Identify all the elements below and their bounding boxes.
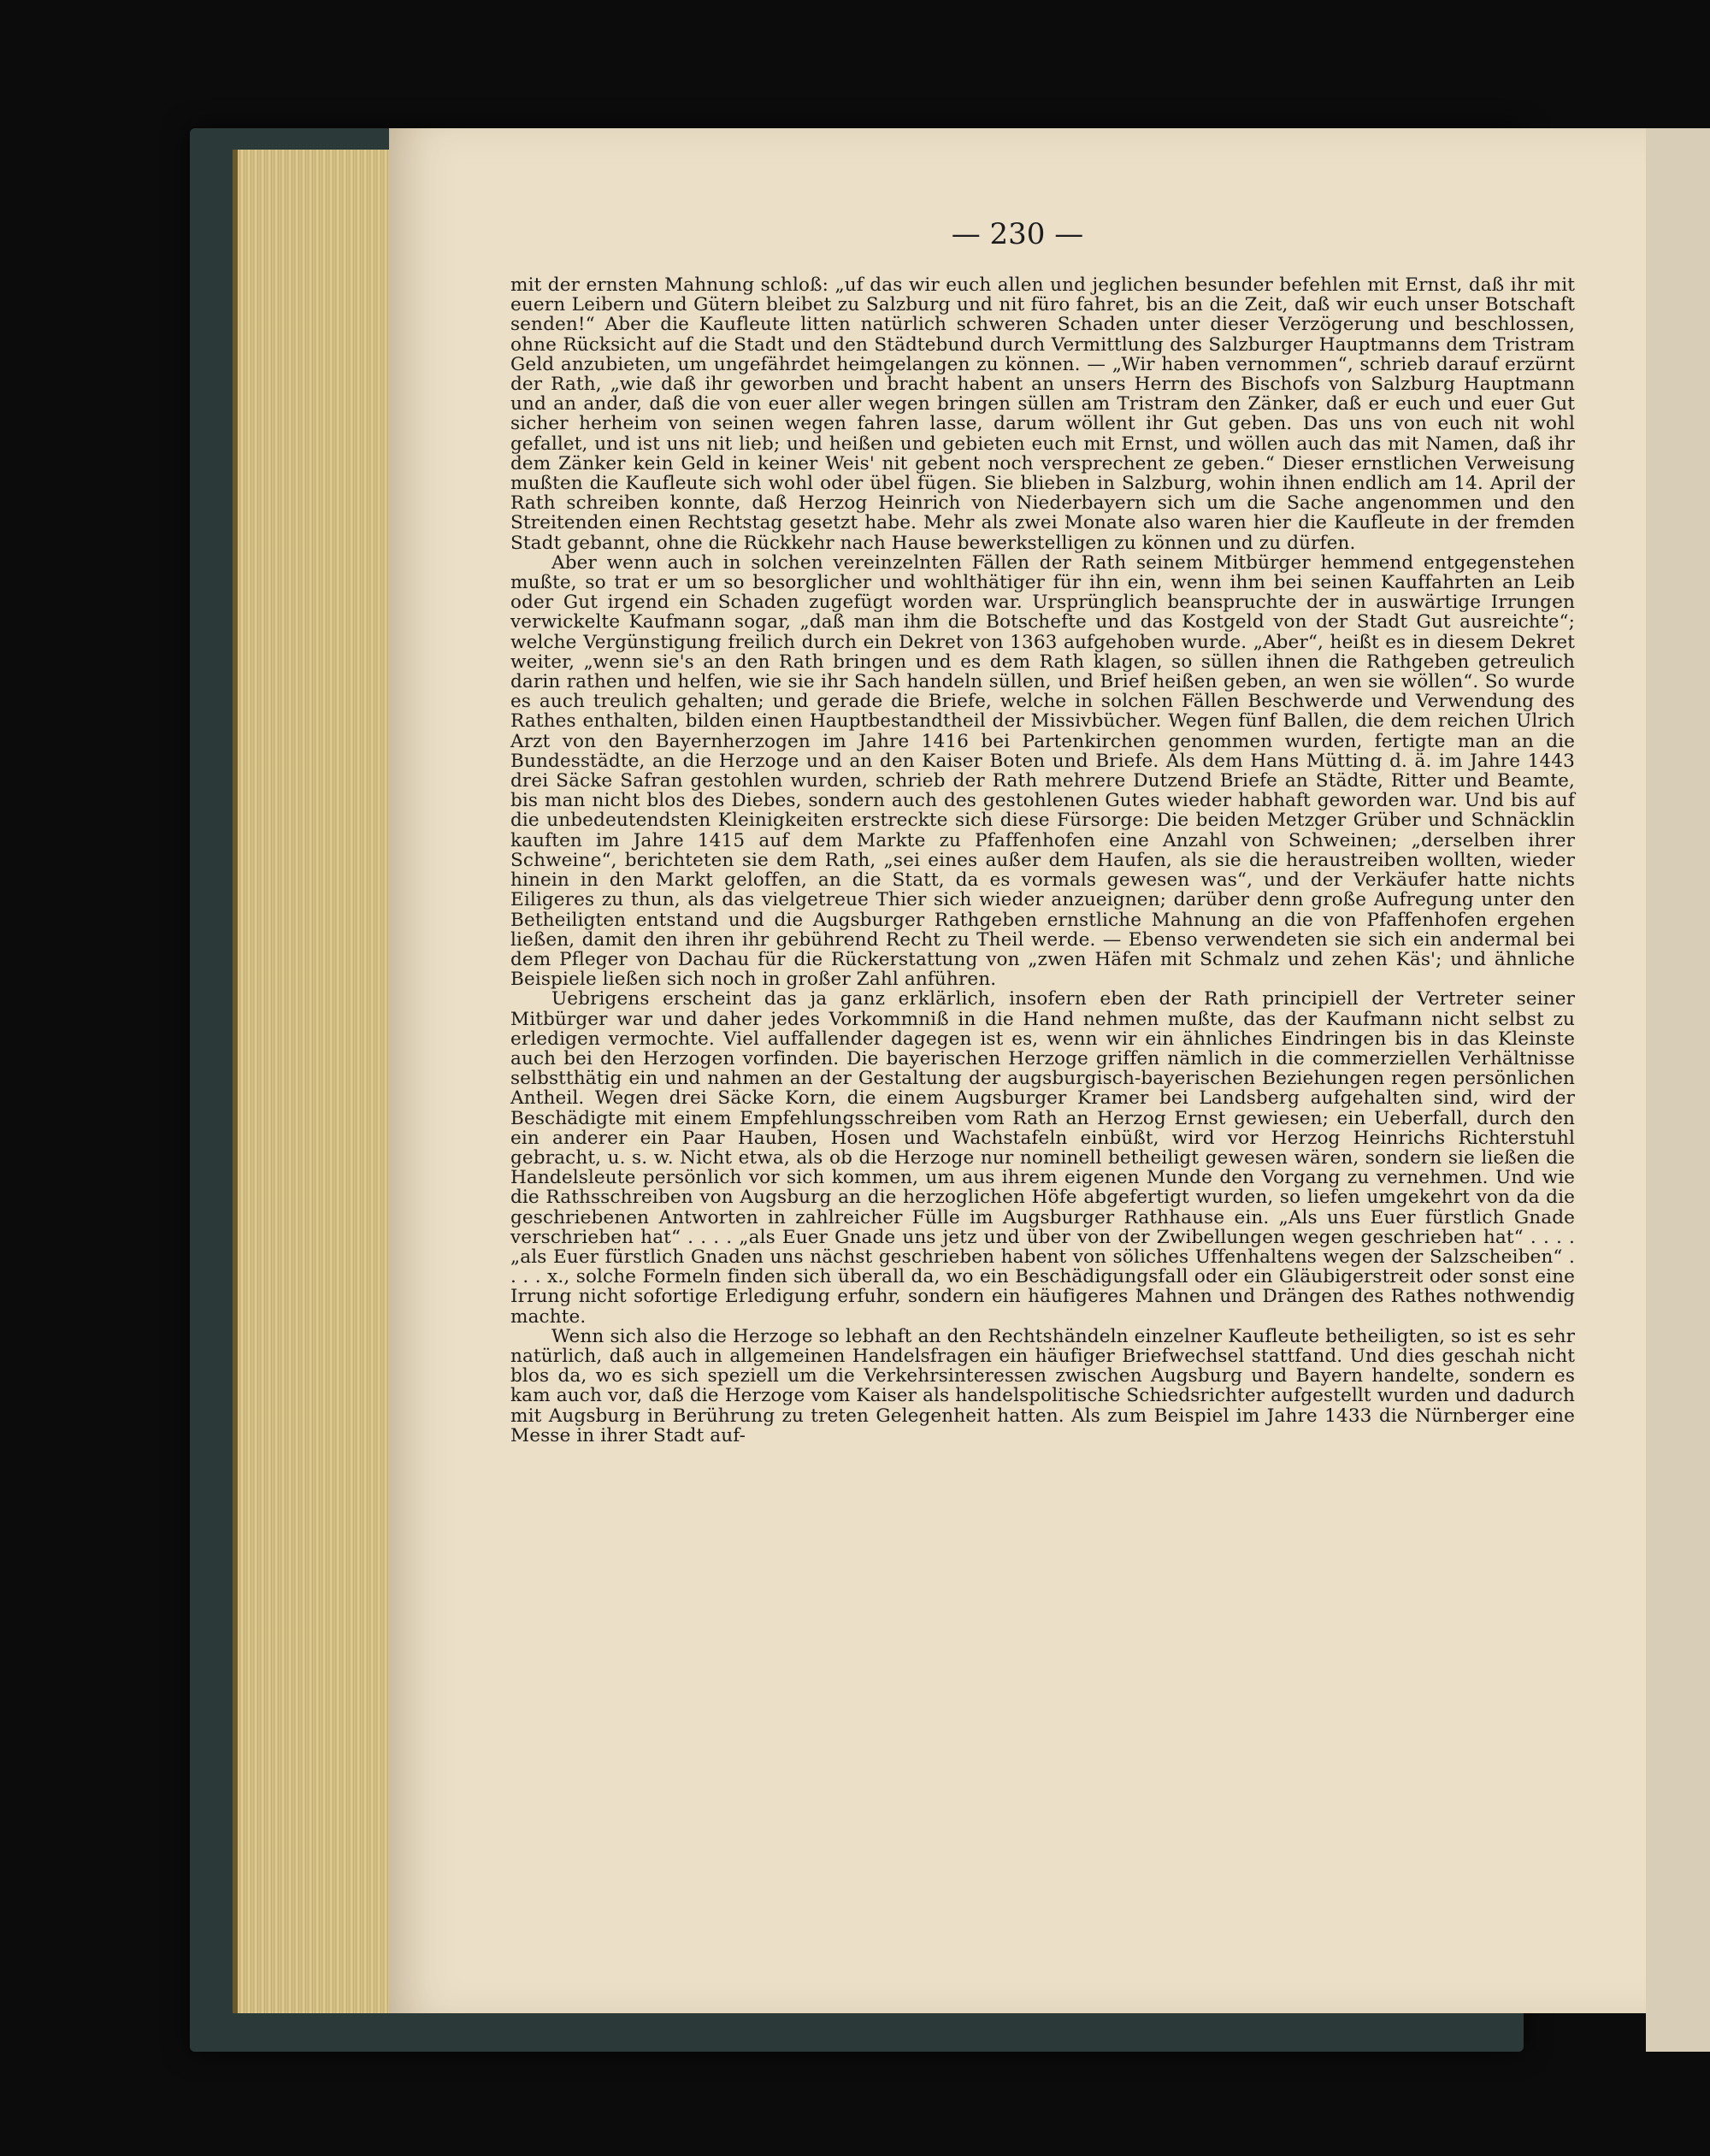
text-block xyxy=(510,275,1575,1446)
paragraph: mit der ernsten Mahnung schloß: „uf das wir euch allen und jeglichen besunder befehlen mit Ernst, daß ihr mit euern Leibern und Gütern bleibet zu Salzburg und nit füro fahret, bis an die Zeit, daß wir euch unser Botschaft senden!“ Aber die Kaufleute litten natürlich schweren Schaden unter dieser Verzögerung und beschlossen, ohne Rücksicht auf die Stadt und den Städtebund durch Vermittlung des Salzburger Hauptmanns dem Tristram Geld anzubieten, um ungefährdet heimgelangen zu können. — „Wir haben vernommen“, schrieb darauf erzürnt der Rath, „wie daß ihr geworben und bracht habent an unsers Herrn des Bischofs von Salzburg Hauptmann und an ander, daß die von euer aller wegen bringen süllen am Tristram den Zänker, daß er euch und euer Gut sicher herheim von seinen wegen fahren lasse, darum wöllent ihr Gut geben. Das uns von euch nit wohl gefallet, und ist uns nit lieb; und heißen und gebieten euch mit Ernst, und wöllen auch das mit Namen, daß ihr dem Zänker kein Geld in keiner Weis' nit gebent noch versprechent ze geben.“ Dieser ernstlichen Verweisung mußten die Kaufleute sich wohl oder übel fügen. Sie blieben in Salzburg, wohin ihnen endlich am 14. April der Rath schreiben konnte, daß Herzog Heinrich von Niederbayern sich um die Sache angenommen und den Streitenden einen Rechtstag gesetzt habe. Mehr als zwei Monate also waren hier die Kaufleute in der fremden Stadt gebannt, ohne die Rückkehr nach Hause bewerkstelligen zu können und zu dürfen. xyxy=(510,274,1575,554)
page-number: — 230 — xyxy=(951,217,1084,251)
paragraph: Uebrigens erscheint das ja ganz erklärlich, insofern eben der Rath principiell der Vertreter seiner Mitbürger war und daher jedes Vorkommniß in die Hand nehmen mußte, das der Kaufmann nicht selbst zu erledigen vermochte. Viel auffallender dagegen ist es, wenn wir ein ähnliches Eindringen bis in das Kleinste auch bei den Herzogen vorfinden. Die bayerischen Herzoge griffen nämlich in die commerziellen Verhältnisse selbstthätig ein und nahmen an der Gestaltung der augsburgisch-bayerischen Beziehungen regen persönlichen Antheil. Wegen drei Säcke Korn, die einem Augsburger Kramer bei Landsberg aufgehalten sind, wird der Beschädigte mit einem Empfehlungsschreiben vom Rath an Herzog Ernst gewiesen; ein Ueberfall, durch den ein anderer ein Paar Hauben, Hosen und Wachstafeln einbüßt, wird vor Herzog Heinrichs Richterstuhl gebracht, u. s. w. Nicht etwa, als ob die Herzoge nur nominell betheiligt gewesen wären, sondern sie ließen die Handelsleute persönlich vor sich kommen, um aus ihrem eigenen Munde den Vorgang zu vernehmen. Und wie die Rathsschreiben von Augsburg an die herzoglichen Höfe abgefertigt wurden, so liefen umgekehrt von da die geschriebenen Antworten in zahlreicher Fülle im Augsburger Rathhause ein. „Als uns Euer fürstlich Gnade verschrieben hat“ . . . . „als Euer Gnade uns jetz und über von der Zwibellungen wegen geschrieben hat“ . . . . „als Euer fürstlich Gnaden uns nächst geschrieben habent von söliches Uffenhaltens wegen der Salzscheiben“ . . . . x., solche Formeln finden sich überall da, wo ein Beschädigungsfall oder ein Gläubigerstreit oder sonst eine Irrung nicht sofortige Erledigung erfuhr, sondern ein häufigeres Mahnen und Drängen des Rathes nothwendig machte. xyxy=(510,988,1575,1328)
book-page xyxy=(389,128,1646,2013)
page-edges xyxy=(233,150,409,2013)
paragraph: Aber wenn auch in solchen vereinzelnten Fällen der Rath seinem Mitbürger hemmend entgegenstehen mußte, so trat er um so besorglicher und wohlthätiger für ihn ein, wenn ihm bei seinen Kauffahrten an Leib oder Gut irgend ein Schaden zugefügt worden war. Ursprünglich beanspruchte der in auswärtige Irrungen verwickelte Kaufmann sogar, „daß man ihm die Botschefte und das Kostgeld von der Stadt Gut ausreichte“; welche Vergünstigung freilich durch ein Dekret von 1363 aufgehoben wurde. „Aber“, heißt es in diesem Dekret weiter, „wenn sie's an den Rath bringen und es dem Rath klagen, so süllen ihnen die Rathgeben getreulich darin rathen und helfen, wie sie ihr Sach handeln süllen, und Brief heißen geben, an wen sie wöllen“. So wurde es auch treulich gehalten; und gerade die Briefe, welche in solchen Fällen Beschwerde und Verwendung des Rathes enthalten, bilden einen Hauptbestandtheil der Missivbücher. Wegen fünf Ballen, die dem reichen Ulrich Arzt von den Bayernherzogen im Jahre 1416 bei Partenkirchen genommen wurden, fertigte man an die Bundesstädte, an die Herzoge und an den Kaiser Boten und Briefe. Als dem Hans Mütting d. ä. im Jahre 1443 drei Säcke Safran gestohlen wurden, schrieb der Rath mehrere Dutzend Briefe an Städte, Ritter und Beamte, bis man nicht blos des Diebes, sondern auch des gestohlenen Gutes wieder habhaft geworden war. Und bis auf die unbedeutendsten Kleinigkeiten erstreckte sich diese Fürsorge: Die beiden Metzger Grüber und Schnäcklin kauften im Jahre 1415 auf dem Markte zu Pfaffenhofen eine Anzahl von Schweinen; „derselben ihrer Schweine“, berichteten sie dem Rath, „sei eines außer dem Haufen, als sie die heraustreiben wollten, wieder hinein in den Markt geloffen, an die Statt, da es vormals gewesen was“, und der Verkäufer hatte nichts Eiligeres zu thun, als das vielgetreue Thier sich wieder anzueignen; darüber denn große Aufregung unter den Betheiligten entstand und die Augsburger Rathgeben ernstliche Mahnung an die von Pfaffenhofen ergehen ließen, damit den ihren ihr gebührend Recht zu Theil werde. — Ebenso verwendeten sie sich ein andermal bei dem Pfleger von Dachau für die Rückerstattung von „zwen Häfen mit Schmalz und zehen Käs'; und ähnliche Beispiele ließen sich noch in großer Zahl anführen. xyxy=(510,551,1575,991)
paragraph: Wenn sich also die Herzoge so lebhaft an den Rechtshändeln einzelner Kaufleute betheiligten, so ist es sehr natürlich, daß auch in allgemeinen Handelsfragen ein häufiger Briefwechsel stattfand. Und dies geschah nicht blos da, wo es sich speziell um die Verkehrsinteressen zwischen Augsburg und Bayern handelte, sondern es kam auch vor, daß die Herzoge vom Kaiser als handelspolitische Schiedsrichter aufgestellt wurden und dadurch mit Augsburg in Berührung zu treten Gelegenheit hatten. Als zum Beispiel im Jahre 1433 die Nürnberger eine Messe in ihrer Stadt auf- xyxy=(510,1325,1575,1446)
next-page-edge xyxy=(1646,128,1710,2052)
